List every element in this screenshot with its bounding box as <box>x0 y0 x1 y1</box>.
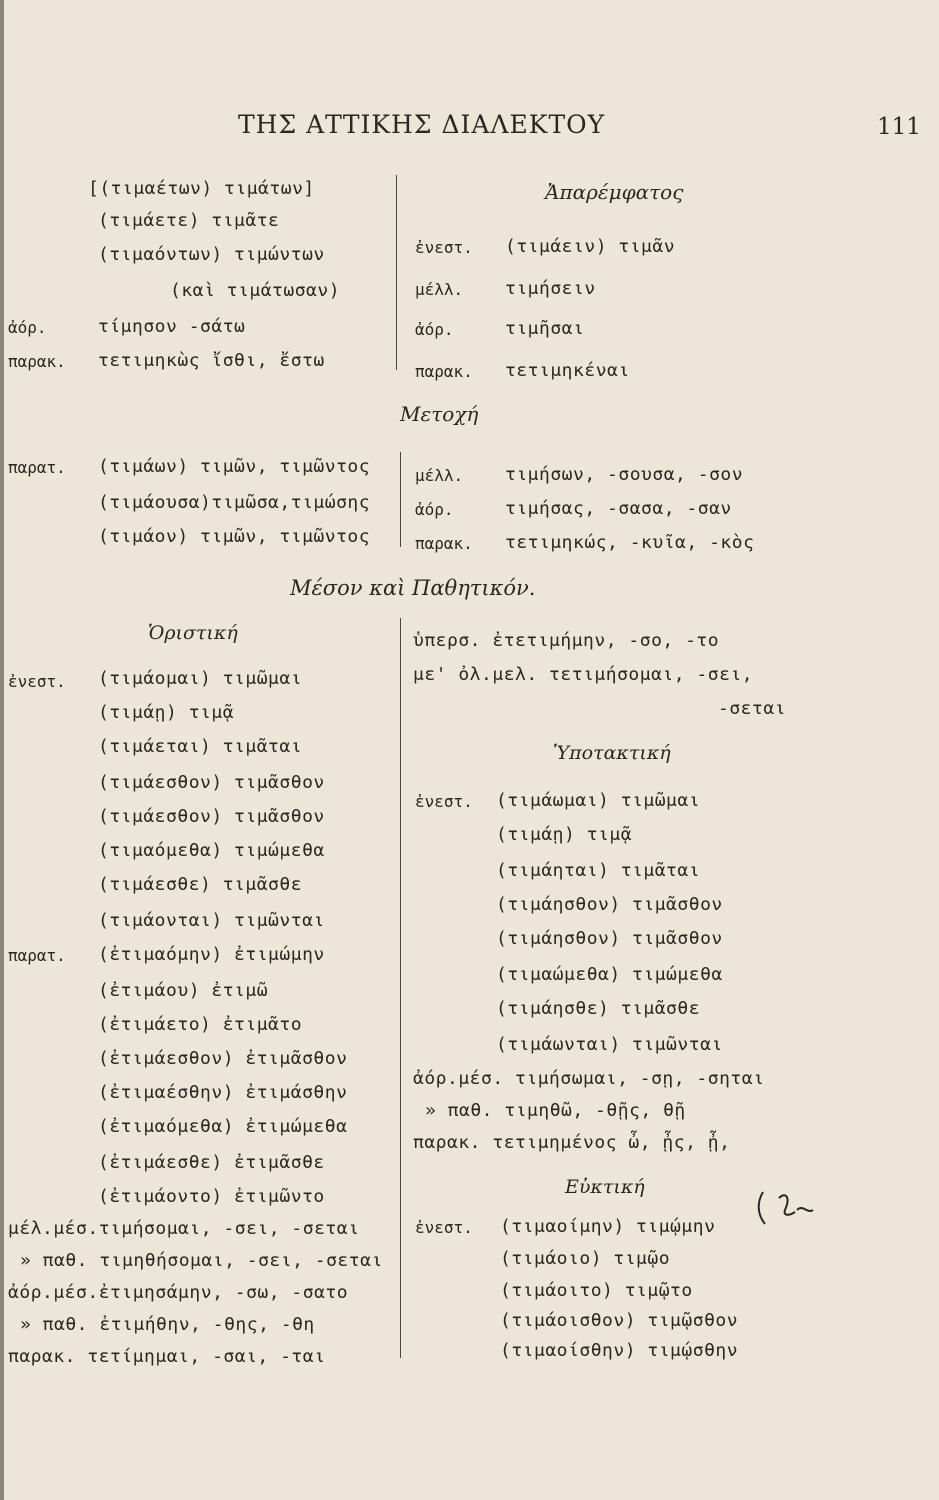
form-line: (τιμάοισθον) τιμῷσθον <box>500 1310 739 1331</box>
tense-label: ἐνεστ. <box>415 792 473 811</box>
section-heading: Μέσον καὶ Παθητικόν. <box>290 576 536 600</box>
handwritten-mark <box>755 1188 815 1228</box>
tense-label: ἐνεστ. <box>415 238 473 257</box>
running-title: ΤΗΣ ΑΤΤΙΚΗΣ ΔΙΑΛΕΚΤΟΥ <box>238 110 606 139</box>
imperative-line: [(τιμαέτων) τιμάτων] <box>88 178 315 199</box>
section-heading: Εὐκτική <box>565 1176 645 1198</box>
form-line: (τιμάον) τιμῶν, τιμῶντος <box>98 526 371 547</box>
form-line: (τιμάοιο) τιμῷο <box>500 1248 671 1269</box>
form-line: (τιμάεσθον) τιμᾶσθον <box>98 772 325 793</box>
tense-label: ἐνεστ. <box>415 1218 473 1237</box>
form-line: (ἐτιμάεσθον) ἐτιμᾶσθον <box>98 1048 348 1069</box>
imperative-line: τετιμηκὼς ἴσθι, ἔστω <box>98 350 325 371</box>
column-divider <box>400 452 401 547</box>
page-edge-shadow <box>0 0 4 1500</box>
form-line: (τιμάωνται) τιμῶνται <box>496 1034 723 1055</box>
form-line: (τιμάοιτο) τιμῷτο <box>500 1280 693 1301</box>
form-line: (ἐτιμαόμην) ἐτιμώμην <box>98 944 325 965</box>
imperative-line: (καὶ τιμάτωσαν) <box>170 280 341 301</box>
form-line: (τιμάεσθον) τιμᾶσθον <box>98 806 325 827</box>
form-line: (τιμάησθον) τιμᾶσθον <box>496 928 723 949</box>
form-line: τετιμηκώς, -κυῖα, -κὸς <box>505 532 755 553</box>
imperative-line: (τιμαόντων) τιμώντων <box>98 244 325 265</box>
form-line: (τιμάουσα)τιμῶσα,τιμώσης <box>98 492 371 513</box>
imperative-line: (τιμάετε) τιμᾶτε <box>98 210 280 231</box>
form-line: (τιμάησθον) τιμᾶσθον <box>496 894 723 915</box>
form-line: (τιμάεται) τιμᾶται <box>98 736 303 757</box>
column-divider <box>396 175 397 370</box>
form-line: (ἐτιμαόμεθα) ἐτιμώμεθα <box>98 1116 348 1137</box>
form-line: μέλ.μέσ.τιμήσομαι, -σει, -σεται <box>8 1218 360 1239</box>
form-line: (τιμάωμαι) τιμῶμαι <box>496 790 701 811</box>
form-line: (τιμάῃ) τιμᾷ <box>496 824 633 845</box>
form-line: ὑπερσ. ἐτετιμήμην, -σο, -το <box>413 630 720 651</box>
tense-label: μέλλ. <box>415 466 464 485</box>
form-line: (τιμαοίσθην) τιμῴσθην <box>500 1340 739 1361</box>
form-line: παρακ. τετίμημαι, -σαι, -ται <box>8 1346 326 1367</box>
form-line: (ἐτιμαέσθην) ἐτιμάσθην <box>98 1082 348 1103</box>
section-heading: Ὑποτακτική <box>553 742 671 764</box>
form-line: τιμήσειν <box>505 278 596 299</box>
section-heading: Μετοχή <box>400 402 479 426</box>
form-line: » παθ. ἐτιμήθην, -θης, -θη <box>20 1314 315 1335</box>
form-line: (τιμάηται) τιμᾶται <box>496 860 701 881</box>
form-line: » παθ. τιμηθήσομαι, -σει, -σεται <box>20 1250 383 1271</box>
form-line: (τιμάεσθε) τιμᾶσθε <box>98 874 303 895</box>
tense-label: παρατ. <box>8 946 66 965</box>
form-line: τιμήσων, -σουσα, -σον <box>505 464 744 485</box>
tense-label: παρακ. <box>415 362 473 381</box>
tense-label: ἐνεστ. <box>8 672 66 691</box>
column-divider <box>400 618 401 1358</box>
tense-label: μέλλ. <box>415 280 464 299</box>
form-line: παρακ. τετιμημένος ὦ, ᾖς, ᾖ, <box>413 1132 731 1153</box>
form-line: (τιμάῃ) τιμᾷ <box>98 702 235 723</box>
form-line: (τιμαώμεθα) τιμώμεθα <box>496 964 723 985</box>
tense-label: ἀόρ. <box>415 320 454 339</box>
running-header <box>0 110 939 142</box>
form-line: » παθ. τιμηθῶ, -θῇς, θῇ <box>425 1100 686 1121</box>
form-line: (τιμαοίμην) τιμῴμην <box>500 1216 716 1237</box>
form-line: με' ὀλ.μελ. τετιμήσομαι, -σει, <box>413 664 754 685</box>
tense-label: παρατ. <box>8 458 66 477</box>
tense-label: ἀόρ. <box>415 500 454 519</box>
form-line: (ἐτιμάεσθε) ἐτιμᾶσθε <box>98 1152 325 1173</box>
page-number: 111 <box>877 114 921 140</box>
form-line: (τιμάειν) τιμᾶν <box>505 236 676 257</box>
form-line: (τιμάησθε) τιμᾶσθε <box>496 998 701 1019</box>
form-line: τιμῆσαι <box>505 318 585 339</box>
section-heading: Ὁριστική <box>148 622 238 644</box>
form-line: ἀόρ.μέσ.ἐτιμησάμην, -σω, -σατο <box>8 1282 349 1303</box>
form-line: τιμήσας, -σασα, -σαν <box>505 498 732 519</box>
form-line: (ἐτιμάου) ἐτιμῶ <box>98 980 269 1001</box>
form-line: (ἐτιμάετο) ἐτιμᾶτο <box>98 1014 303 1035</box>
form-line: (τιμάονται) τιμῶνται <box>98 910 325 931</box>
imperative-line: τίμησον -σάτω <box>98 316 246 337</box>
tense-label: παρακ. <box>8 352 66 371</box>
form-line: (τιμάων) τιμῶν, τιμῶντος <box>98 456 371 477</box>
tense-label: ἀόρ. <box>8 318 47 337</box>
form-line: (ἐτιμάοντο) ἐτιμῶντο <box>98 1186 325 1207</box>
form-line: -σεται <box>718 698 787 719</box>
form-line: (τιμαόμεθα) τιμώμεθα <box>98 840 325 861</box>
section-heading: Ἀπαρέμφατος <box>545 180 684 204</box>
tense-label: παρακ. <box>415 534 473 553</box>
form-line: ἀόρ.μέσ. τιμήσωμαι, -σῃ, -σηται <box>413 1068 765 1089</box>
form-line: (τιμάομαι) τιμῶμαι <box>98 668 303 689</box>
form-line: τετιμηκέναι <box>505 360 630 381</box>
